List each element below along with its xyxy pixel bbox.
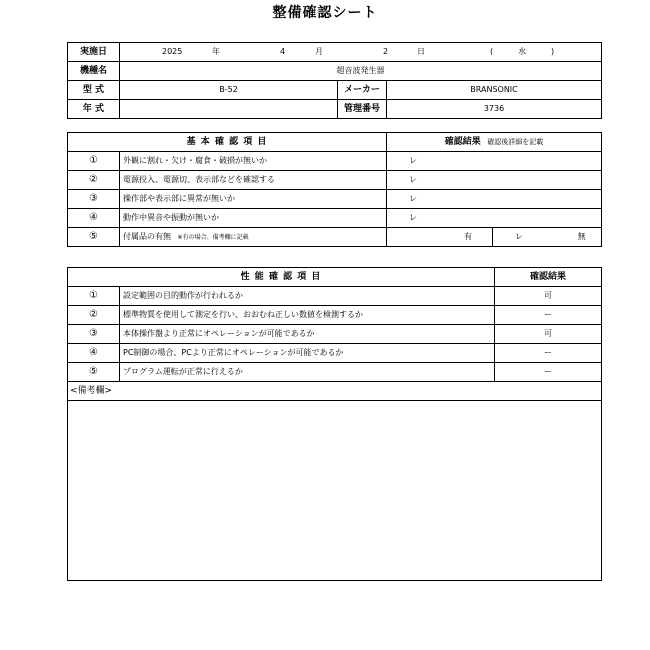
table-row: [68, 190, 602, 209]
item-number: ⑤: [68, 228, 120, 247]
accessory-label: 付属品の有無: [123, 232, 171, 241]
date-label: 実施日: [68, 43, 120, 62]
table-row: [68, 152, 602, 171]
date-month: 4: [280, 47, 286, 56]
item-text: 電源投入、電源切、表示部などを確認する: [120, 171, 387, 190]
performance-header: 性 能 確 認 項 目: [68, 268, 495, 287]
item-number: ③: [68, 190, 120, 209]
date-day: 2: [383, 47, 389, 56]
item-result[interactable]: [387, 209, 602, 228]
machine-row: [68, 62, 602, 81]
basic-header-row: [68, 133, 602, 152]
performance-header-row: [68, 268, 602, 287]
accessory-no-cell[interactable]: [493, 228, 602, 247]
model-label: 型 式: [68, 81, 120, 100]
item-result[interactable]: ー: [495, 344, 602, 363]
mgmt-value[interactable]: 3736: [387, 100, 602, 119]
date-value[interactable]: [120, 43, 602, 62]
performance-check-table: [67, 267, 602, 581]
basic-result-header: [387, 133, 602, 152]
table-row: [68, 325, 602, 344]
item-number: ②: [68, 306, 120, 325]
machine-value[interactable]: 超音波発生器: [120, 62, 602, 81]
item-text: 動作中異音や振動が無いか: [120, 209, 387, 228]
remarks-field[interactable]: [68, 401, 602, 581]
accessory-check: レ: [515, 232, 524, 241]
date-row: [68, 43, 602, 62]
accessory-text: [120, 228, 387, 247]
remarks-header-row: [68, 382, 602, 401]
model-row: [68, 81, 602, 100]
item-text: PC制御の場合、PCより正常にオペレーションが可能であるか: [120, 344, 495, 363]
maker-label: メーカー: [338, 81, 387, 100]
remarks-label: <備考欄>: [68, 382, 602, 401]
item-result[interactable]: [387, 171, 602, 190]
page-title: 整備確認シート: [272, 5, 378, 21]
item-text: 標準物質を使用して測定を行い、おおむね正しい数値を検測するか: [120, 306, 495, 325]
basic-result-label: 確認結果: [444, 136, 481, 147]
item-number: ①: [68, 152, 120, 171]
accessory-no: 無: [577, 232, 586, 241]
table-row: [68, 306, 602, 325]
item-text: プログラム運転が正常に行えるか: [120, 363, 495, 382]
item-result[interactable]: ー: [495, 363, 602, 382]
item-result[interactable]: 可: [495, 287, 602, 306]
year-row: [68, 100, 602, 119]
date-weekday: 水: [518, 47, 526, 56]
date-year-unit: 年: [212, 47, 220, 56]
item-result[interactable]: [387, 190, 602, 209]
table-row: [68, 171, 602, 190]
item-number: ①: [68, 287, 120, 306]
check-mark: レ: [409, 213, 418, 222]
table-row: [68, 363, 602, 382]
info-table: [67, 42, 602, 119]
check-mark: レ: [409, 194, 418, 203]
date-paren-close: ): [551, 47, 555, 56]
accessory-note: ※有の場合、備考欄に記載: [177, 234, 249, 241]
table-row: [68, 287, 602, 306]
mgmt-label: 管理番号: [338, 100, 387, 119]
item-text: 外観に割れ・欠け・腐食・破損が無いか: [120, 152, 387, 171]
accessory-yes[interactable]: 有: [387, 228, 493, 247]
year-value[interactable]: [120, 100, 338, 119]
item-text: 設定範囲の目的動作が行われるか: [120, 287, 495, 306]
year-label: 年 式: [68, 100, 120, 119]
item-result[interactable]: ー: [495, 306, 602, 325]
item-text: 操作部や表示部に異常が無いか: [120, 190, 387, 209]
item-number: ③: [68, 325, 120, 344]
machine-label: 機種名: [68, 62, 120, 81]
date-paren-open: (: [490, 47, 494, 56]
item-number: ②: [68, 171, 120, 190]
performance-result-header: 確認結果: [495, 268, 602, 287]
basic-check-table: [67, 132, 602, 247]
check-mark: レ: [409, 175, 418, 184]
maker-value[interactable]: BRANSONIC: [387, 81, 602, 100]
item-result[interactable]: 可: [495, 325, 602, 344]
date-month-unit: 月: [315, 47, 323, 56]
remarks-body-row: [68, 401, 602, 581]
table-row: [68, 344, 602, 363]
item-text: 本体操作盤より正常にオペレーションが可能であるか: [120, 325, 495, 344]
check-mark: レ: [409, 156, 418, 165]
basic-result-note: 確認後詳細を記載: [487, 137, 544, 146]
model-value[interactable]: B-52: [120, 81, 338, 100]
item-result[interactable]: [387, 152, 602, 171]
table-row: [68, 209, 602, 228]
item-number: ④: [68, 344, 120, 363]
basic-header: 基 本 確 認 項 目: [68, 133, 387, 152]
accessory-row: [68, 228, 602, 247]
item-number: ④: [68, 209, 120, 228]
item-number: ⑤: [68, 363, 120, 382]
date-day-unit: 日: [417, 47, 425, 56]
date-year: 2025: [162, 47, 183, 56]
